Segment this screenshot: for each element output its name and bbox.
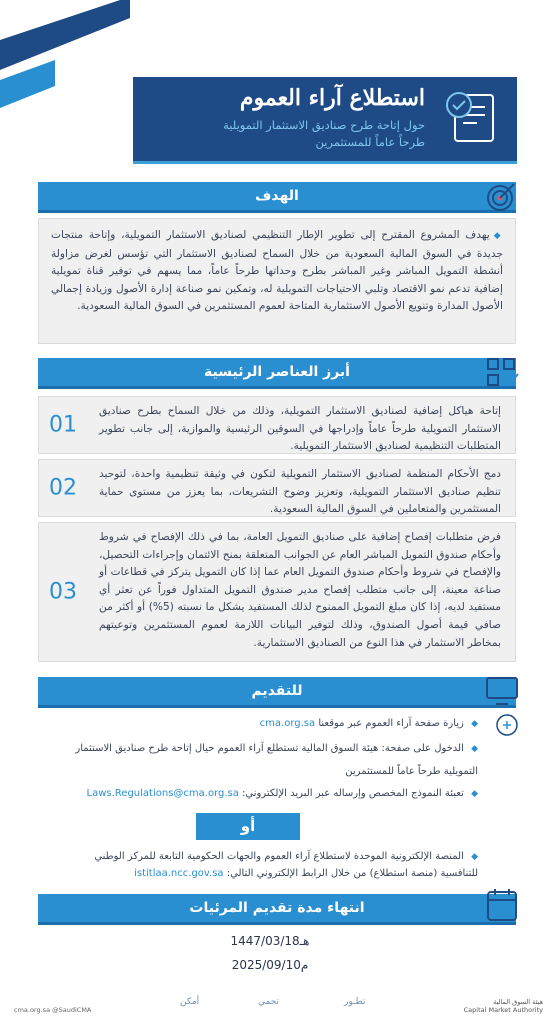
submission-heading: للتقديم <box>38 677 516 708</box>
bullet-icon: ◆ <box>493 231 503 241</box>
target-icon <box>484 179 520 213</box>
bullet-icon: ◆ <box>471 852 478 862</box>
calendar-icon <box>484 886 520 924</box>
item-number: 03 <box>49 579 77 605</box>
footer-logo-tatawor <box>344 997 366 1007</box>
highlights-heading: أبرز العناصر الرئيسية <box>38 358 516 389</box>
logo-tahmi-text: تحمي <box>258 997 280 1007</box>
footer-social[interactable]: cma.org.sa @SaudiCMA <box>14 1006 92 1014</box>
header-banner <box>133 77 517 164</box>
footer-logo-tahmi <box>258 997 279 1007</box>
item-number: 02 <box>49 475 77 501</box>
cma-name-ar: هيئة السوق المالية <box>493 998 543 1006</box>
email-link[interactable]: Laws.Regulations@cma.org.sa <box>86 788 239 799</box>
or-label: أو <box>196 813 300 840</box>
istitlaa-link[interactable]: istitlaa.ncc.gov.sa <box>134 868 224 879</box>
logo-tatawor-text: تطـور <box>344 997 366 1007</box>
step-email <box>38 785 478 803</box>
goal-text: يهدف المشروع المقترح إلى تطوير الإطار التنظيمي لصناديق الاستثمار التمويلية، وإتاحة منتجات جديدة في السوق المالية السعودية من خلال السماح لصناديق الاستثمار التي تؤسس لغرض مزاولة أنشطة التمويل المباشر وغير المباشر بطرح وحداتها طرحاً عاماً، مما يسهم في توفير قناة تمويلية إضافية تدعم نمو الاقتصاد وتلبي الاحتياجات التمويلية له، وتمكين نمو صناعة إدارة الأصول وزيادة إجمالي الأصول المدارة وتنويع الأصول الاستثمارية المتاحة لعموم المستثمرين في السوق المالية السعودية. <box>51 229 503 313</box>
highlight-item <box>38 522 516 662</box>
step-enter-page-line2: التمويلية طرحاً عاماً للمستثمرين <box>345 766 478 777</box>
page-title: استطلاع آراء العموم <box>239 85 425 111</box>
highlight-item <box>38 396 516 454</box>
document-gear-icon <box>441 85 507 151</box>
bullet-icon: ◆ <box>471 744 478 754</box>
footer-logo-amkan <box>180 997 199 1007</box>
deadline-gregorian: 2025/09/10م <box>231 958 309 972</box>
goal-text-box <box>38 218 516 344</box>
deadline-heading: انتهاء مدة تقديم المرئيات <box>38 894 516 925</box>
step-visit-text: زيارة صفحة آراء العموم عبر موقعنا <box>318 718 464 729</box>
alt-line1: المنصة الإلكترونية الموحدة لاستطلاع آراء العموم والجهات الحكومية التابعة للمركز الوطني <box>94 851 464 862</box>
qr-scan-icon <box>484 356 520 390</box>
item-number: 01 <box>49 412 77 438</box>
page-subtitle-line1: حول إتاحة طرح صناديق الاستثمار التمويلية <box>223 118 425 132</box>
step-enter-page-cont <box>38 763 478 780</box>
page-subtitle-line2: طرحاً عاماً للمستثمرين <box>315 135 425 149</box>
cma-name-en: Capital Market Authority <box>463 1006 543 1014</box>
cma-logo <box>464 998 543 1014</box>
bullet-icon: ◆ <box>471 789 478 799</box>
decorative-stripes <box>0 0 130 140</box>
bullet-icon: ◆ <box>471 719 478 729</box>
step-enter-page-line1: الدخول على صفحة: هيئة السوق المالية تستطلع آراء العموم حيال إتاحة طرح صناديق الاستثمار <box>75 743 464 754</box>
deadline-hijri: 1447/03/18هـ <box>230 934 310 948</box>
cma-site-link[interactable]: cma.org.sa <box>259 718 316 729</box>
footer <box>0 992 555 1024</box>
alt-submission <box>38 848 516 888</box>
item-text: إتاحة هياكل إضافية لصناديق الاستثمار التمويلية، وذلك من خلال السماح بطرح صناديق الاستثمار التمويلية طرحاً عاماً وإدراجها في السوقين الرئيسية والموازية، إلى جانب تطوير المتطلبات التنظيمية لصناديق الاستثمار التمويلية. <box>99 405 501 453</box>
alt-line2: للتنافسية (منصة استطلاع) من خلال الرابط الإلكتروني التالي: <box>226 868 478 879</box>
step-email-text: تعبئة النموذج المخصص وإرساله عبر البريد الإلكتروني: <box>242 788 464 799</box>
highlight-item <box>38 459 516 517</box>
item-text: دمج الأحكام المنظمة لصناديق الاستثمار التمويلية لتكون في وثيقة تنظيمية واحدة، لتوحيد تنظيم صناديق الاستثمار التمويلية، وتعزيز وضوح التشريعات، بما يعزز من مستوى حماية المستثمرين والمتعاملين في السوق المالية السعودية. <box>99 468 501 516</box>
logo-amkan-text: أمكن <box>180 997 200 1007</box>
step-visit <box>38 715 478 733</box>
goal-heading: الهدف <box>38 182 516 213</box>
item-text: فرض متطلبات إفصاح إضافية على صناديق التمويل العامة، بما في ذلك الإفصاح في شروط وأحكام صندوق التمويل المباشر العام عن الجوانب المتعلقة بمنح الائتمان وإجراءات التحصيل، والإفصاح في شروط وأحكام صندوق التمويل العام عما إذا كان التمويل يتركز في قطاعات أو صناعة معينة، إلى جانب متطلب إفصاح مدير صندوق التمويل المتداول فوراً عن تعثر أي مستفيد لديه، إذا كان مبلغ التمويل الممنوح لذلك المستفيد يشكل ما نسبته (5%) أو أكثر من صافي قيمة أصول الصندوق، وذلك لتوفير البيانات اللازمة لعموم المستثمرين وتوعيتهم بمخاطر الاستثمار في هذا النوع من الصناديق الاستثمارية. <box>99 531 501 649</box>
alt-line2-row <box>38 865 478 882</box>
computer-globe-icon <box>484 674 520 708</box>
step-enter-page <box>38 740 478 758</box>
alt-line1-row <box>38 848 478 866</box>
